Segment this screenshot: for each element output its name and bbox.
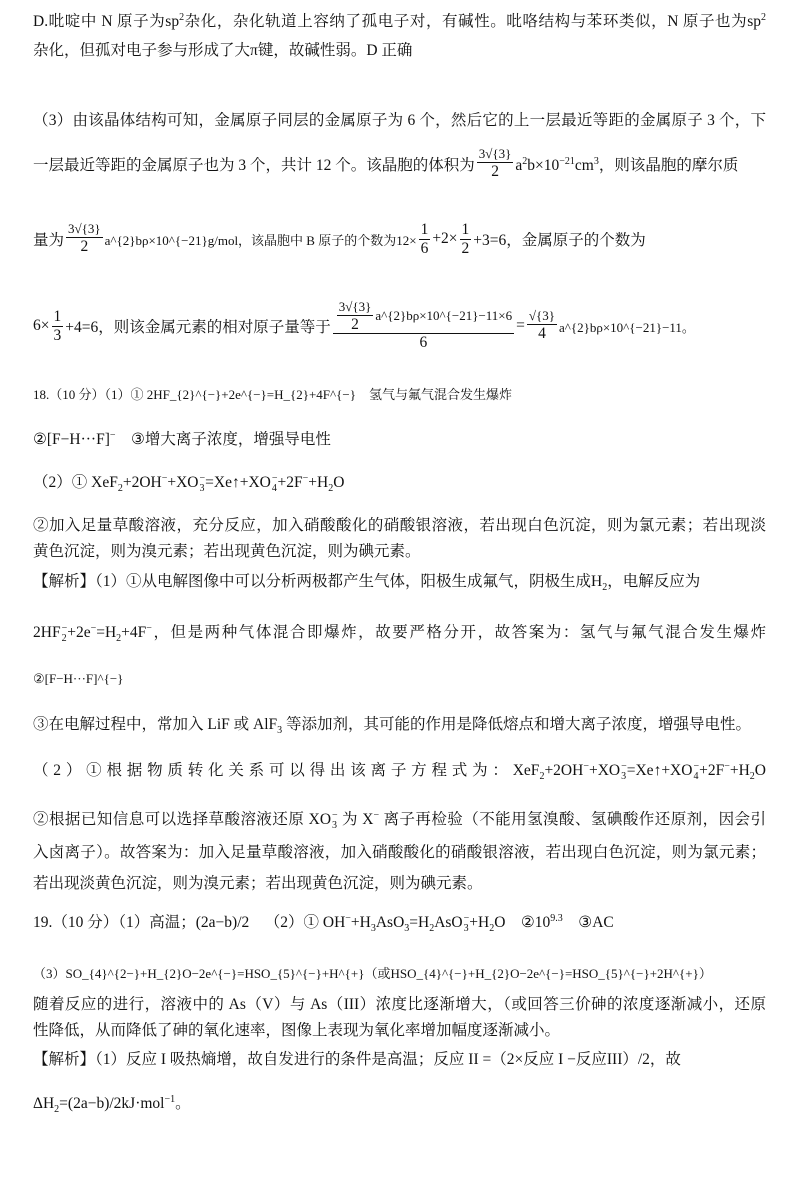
text-line <box>33 758 766 782</box>
fraction-numerator <box>527 309 557 325</box>
text-line <box>33 512 766 536</box>
text-run: = <box>516 317 525 334</box>
fraction <box>460 221 472 258</box>
text-run: √{3} <box>528 308 555 324</box>
text-run: 【解析】（1）①从电解图像中可以分析两极都产生气体，阳极生成氟气，阴极生成$H_2$，电解反应为 <box>33 573 701 594</box>
text-run: （3）由该晶体结构可知，金属原子同层的金属原子为 6 个，然后它的上一层最近等距的金属原子 3 个，下 <box>33 112 766 129</box>
text-run: 随着反应的进行，溶液中的 As（V）与 As（III）浓度比逐渐增大，（或回答三价砷的浓度逐渐减小，还原 <box>33 996 766 1013</box>
text-line <box>33 426 331 450</box>
text-line <box>33 620 766 644</box>
text-run: ③在电解过程中，常加入 LiF 或 AlF$_3$ 等添加剂，其可能的作用是降低熔点和增大离子浓度，增强导电性。 <box>33 716 752 737</box>
text-run: 一层最近等距的金属原子也为 3 个，共计 12 个。该晶胞的体积为 <box>33 157 475 174</box>
text-run: 1 <box>53 307 62 325</box>
fraction-numerator <box>419 221 431 240</box>
text-run: 入卤离子）。故答案为：加入足量草酸溶液，加入硝酸酸化的硝酸银溶液，若出现白色沉淀，则为氯元素； <box>33 844 766 861</box>
text-line <box>33 8 766 32</box>
text-line <box>33 1090 191 1114</box>
fraction-denominator: 6 <box>419 334 428 352</box>
text-run: 性降低，从而降低了砷的氧化速率，图像上表现为氧化率增加幅度逐渐减小。 <box>33 1022 561 1039</box>
text-run: +3=6，金属原子的个数为 <box>473 232 646 249</box>
text-run: a^{2}bρ×10^{−21}−11。 <box>559 319 695 335</box>
text-run: ②[F−H···F]^{−} <box>33 671 124 686</box>
text-run: D.吡啶中 N 原子为$sp^2$杂化，杂化轨道上容纳了孤电子对，有碱性。吡咯结构与苯环类似，N 原子也为$sp^2$ <box>33 11 767 30</box>
text-line <box>33 711 751 735</box>
text-line <box>33 107 766 131</box>
text-run: 若出现淡黄色沉淀，则为溴元素；若出现黄色沉淀，则为碘元素。 <box>33 875 483 892</box>
text-run: a^{2}bρ×10^{−21}g/mol，该晶胞中 B 原子的个数为12× <box>104 232 417 248</box>
fraction <box>66 222 103 256</box>
text-run: 量为 <box>33 232 65 249</box>
fraction-numerator <box>477 147 514 163</box>
text-run: 杂化，但孤对电子参与形成了大π键，故碱性弱。D 正确 <box>33 42 413 59</box>
text-line <box>33 220 646 257</box>
fraction <box>52 308 64 345</box>
text-line <box>33 910 614 934</box>
text-line <box>33 807 766 831</box>
sub-sup: − 4 <box>693 760 700 782</box>
text-run: 【解析】（1）反应 I 吸热熵增，故自发进行的条件是高温；反应 II =（2×反应 I −反应III）/2，故 <box>33 1051 681 1068</box>
text-line <box>33 146 739 181</box>
text-run: a^{2}bρ×10^{−21}−11×6 <box>375 308 513 324</box>
text-run: +4=6，则该金属元素的相对原子量等于 <box>65 319 331 336</box>
text-line <box>33 667 123 691</box>
fraction-denominator: 2 <box>351 315 359 333</box>
fraction <box>477 147 514 181</box>
text-run: （2）① XeF$_2$+2OH−+XO − 3 =Xe↑+XO − 4 $+2F^-+H_2O$ <box>33 472 345 495</box>
fraction-denominator: 3 <box>53 326 62 344</box>
text-run: 6× <box>33 317 50 334</box>
fraction-denominator: 2 <box>461 239 470 257</box>
text-run: 1 <box>420 220 429 238</box>
text-line <box>33 1017 560 1041</box>
text-run: $\Delta H_2=(2a-b)/2kJ\cdot mol^{-1}$。 <box>33 1093 191 1116</box>
fraction <box>337 300 374 334</box>
text-line <box>33 960 712 984</box>
text-run: 19.（10 分）（1）高温；(2a−b)/2 （2）① $OH^-+H_3AsO_3=H_2AsO$ − 3 $+H_2O$ $②10^{9.3}$ ③AC <box>33 912 614 935</box>
fraction-numerator <box>460 221 472 240</box>
fraction-denominator: 2 <box>491 163 499 181</box>
text-line <box>33 538 421 562</box>
fraction-numerator <box>52 308 64 327</box>
sub-sup: − 3 <box>332 809 338 831</box>
text-run: 3√{3} <box>478 146 512 162</box>
text-line <box>33 991 766 1015</box>
sub-sup: − 4 <box>271 472 278 494</box>
fraction-numerator <box>337 300 374 316</box>
sub-sup: − 2 <box>61 622 68 644</box>
text-run: 3√{3} <box>68 221 101 237</box>
sub-sup: − 3 <box>621 760 627 782</box>
text-run: （3）SO_{4}^{2−}+H_{2}O−2e^{−}=HSO_{5}^{−}+H^{+}（或HSO_{4}^{−}+H_{2}O−2e^{−}=HSO_{5}^{−}+2H^{+}） <box>33 965 712 981</box>
fraction <box>333 300 514 353</box>
fraction-numerator <box>333 300 514 335</box>
fraction-denominator: 6 <box>420 239 429 257</box>
text-run: ②[F−H···F]− ③增大离子浓度，增强导电性 <box>33 429 331 448</box>
text-run: ②根据已知信息可以选择草酸溶液还原 XO − 3 为 X− 离子再检验（不能用氢溴酸、氢碘酸作还原剂，因会引 <box>33 809 766 831</box>
text-run: 3√{3} <box>338 298 372 314</box>
text-run: 2HF − 2 $+2e^-=H_2+4F^-$，但是两种气体混合即爆炸，故要严格分开，故答案为：氢气与氟气混合发生爆炸 <box>33 622 766 645</box>
text-run: 1 <box>461 220 470 238</box>
text-line <box>33 870 483 894</box>
text-line <box>33 568 700 592</box>
fraction-numerator <box>66 222 103 238</box>
fraction-denominator: 4 <box>538 325 546 343</box>
text-line <box>33 470 344 494</box>
text-line <box>33 37 412 61</box>
fraction <box>527 309 557 343</box>
fraction-denominator: 2 <box>80 238 89 256</box>
text-line <box>33 381 512 405</box>
text-run: $a^2b\times 10^{-21}cm^3$，则该晶胞的摩尔质 <box>515 155 739 174</box>
text-line <box>33 298 695 352</box>
text-run: 黄色沉淀，则为溴元素；若出现黄色沉淀，则为碘元素。 <box>33 543 421 560</box>
text-run: （2）①根据物质转化关系可以得出该离子方程式为：XeF$_2$+2OH−+XO − 3 =Xe↑+XO − 4 $+2F^-+H_2O$ <box>33 760 766 783</box>
text-run: ②加入足量草酸溶液，充分反应，加入硝酸酸化的硝酸银溶液，若出现白色沉淀，则为氯元素；若出现淡 <box>33 517 766 534</box>
fraction <box>419 221 431 258</box>
text-line <box>33 1046 681 1070</box>
text-run: 18.（10 分）（1）① 2HF_{2}^{−}+2e^{−}=H_{2}+4F^{−} 氢气与氟气混合发生爆炸 <box>33 386 512 402</box>
sub-sup: − 3 <box>199 472 206 494</box>
text-run: +2× <box>432 230 458 247</box>
sub-sup: − 3 <box>463 912 470 934</box>
text-line <box>33 839 766 863</box>
